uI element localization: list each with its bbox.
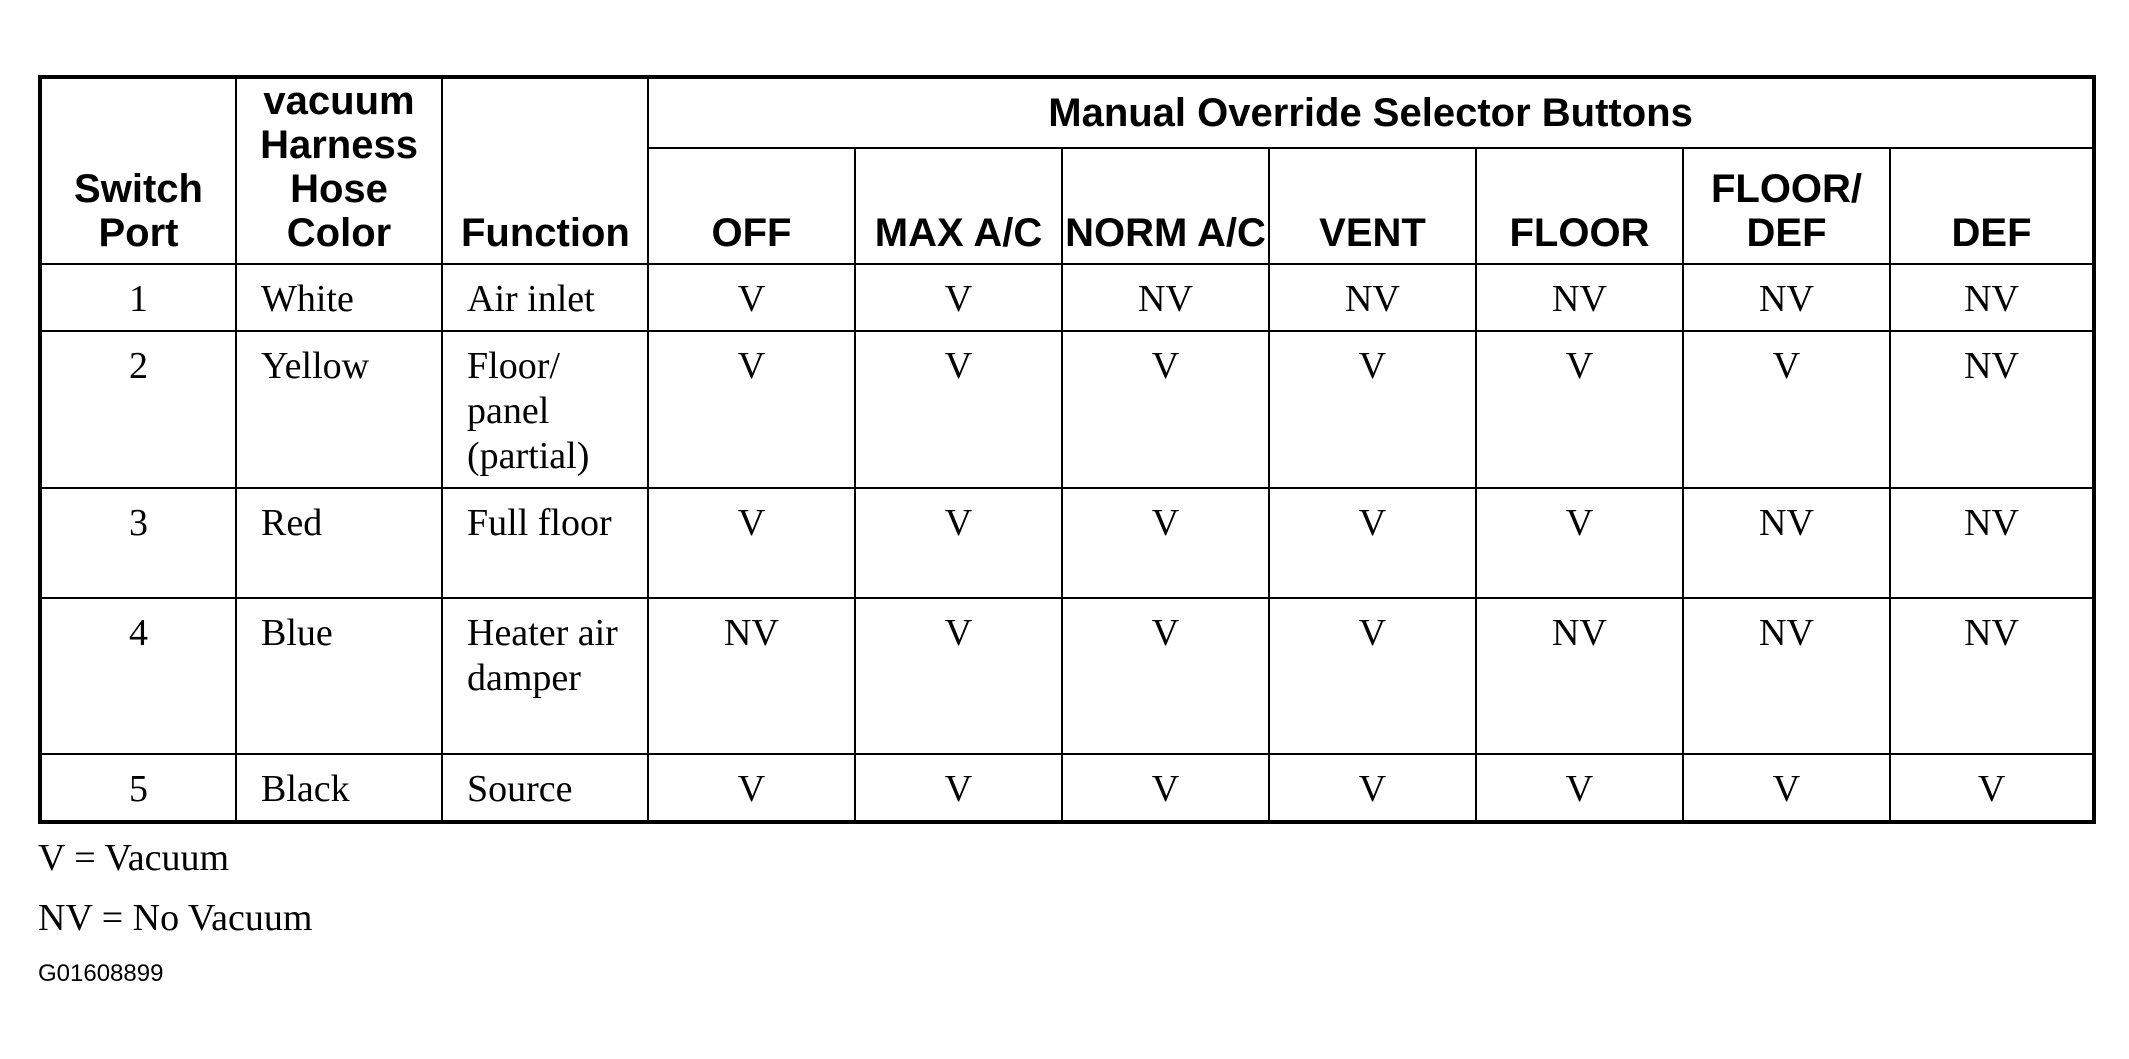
cell-vacuum-state: V: [1269, 488, 1476, 598]
header-function: Function: [442, 77, 648, 264]
cell-hose-color: Blue: [236, 598, 442, 754]
cell-vacuum-state: V: [1890, 754, 2094, 822]
cell-vacuum-state: V: [1062, 488, 1269, 598]
table-row: [40, 488, 2094, 598]
table-row: [40, 754, 2094, 822]
cell-hose-color: Red: [236, 488, 442, 598]
header-button-def: DEF: [1890, 148, 2094, 264]
cell-function: Heater air damper: [442, 598, 648, 754]
cell-function: Source: [442, 754, 648, 822]
header-selector-group: Manual Override Selector Buttons: [648, 77, 2094, 148]
cell-vacuum-state: V: [855, 598, 1062, 754]
cell-vacuum-state: NV: [1062, 264, 1269, 331]
cell-switch-port: 2: [40, 331, 236, 488]
header-button-floor-def: FLOOR/ DEF: [1683, 148, 1890, 264]
cell-vacuum-state: V: [1476, 754, 1683, 822]
cell-vacuum-state: V: [1269, 754, 1476, 822]
cell-switch-port: 3: [40, 488, 236, 598]
cell-vacuum-state: V: [1683, 754, 1890, 822]
cell-vacuum-state: V: [1062, 598, 1269, 754]
cell-hose-color: Black: [236, 754, 442, 822]
cell-function: Full floor: [442, 488, 648, 598]
cell-vacuum-state: V: [1062, 754, 1269, 822]
cell-vacuum-state: V: [1269, 598, 1476, 754]
table-row: [40, 331, 2094, 488]
cell-vacuum-state: NV: [1683, 488, 1890, 598]
cell-vacuum-state: V: [648, 264, 855, 331]
cell-vacuum-state: NV: [1683, 598, 1890, 754]
cell-vacuum-state: NV: [1269, 264, 1476, 331]
header-button-off: OFF: [648, 148, 855, 264]
cell-vacuum-state: V: [1476, 488, 1683, 598]
cell-hose-color: Yellow: [236, 331, 442, 488]
cell-vacuum-state: V: [1683, 331, 1890, 488]
cell-vacuum-state: V: [1269, 331, 1476, 488]
legend-vacuum: V = Vacuum: [38, 837, 230, 879]
cell-vacuum-state: NV: [1683, 264, 1890, 331]
cell-vacuum-state: V: [855, 488, 1062, 598]
cell-vacuum-state: NV: [1476, 598, 1683, 754]
vacuum-switch-table: [38, 75, 2096, 824]
cell-function: Floor/ panel (partial): [442, 331, 648, 488]
header-button-vent: VENT: [1269, 148, 1476, 264]
legend-no-vacuum: NV = No Vacuum: [38, 897, 313, 939]
cell-vacuum-state: NV: [1476, 264, 1683, 331]
table-row: [40, 598, 2094, 754]
cell-vacuum-state: V: [648, 488, 855, 598]
header-hose-color: vacuum Harness Hose Color: [236, 77, 442, 264]
cell-vacuum-state: NV: [648, 598, 855, 754]
cell-vacuum-state: V: [1476, 331, 1683, 488]
cell-vacuum-state: V: [855, 754, 1062, 822]
cell-vacuum-state: V: [648, 754, 855, 822]
cell-switch-port: 1: [40, 264, 236, 331]
header-button-floor: FLOOR: [1476, 148, 1683, 264]
cell-vacuum-state: NV: [1890, 598, 2094, 754]
cell-vacuum-state: V: [855, 331, 1062, 488]
cell-vacuum-state: NV: [1890, 264, 2094, 331]
cell-vacuum-state: NV: [1890, 488, 2094, 598]
header-button-norm-ac: NORM A/C: [1062, 148, 1269, 264]
header-button-max-ac: MAX A/C: [855, 148, 1062, 264]
cell-vacuum-state: V: [855, 264, 1062, 331]
cell-vacuum-state: V: [648, 331, 855, 488]
table-row: [40, 264, 2094, 331]
cell-function: Air inlet: [442, 264, 648, 331]
cell-switch-port: 4: [40, 598, 236, 754]
table-body: [40, 264, 2094, 822]
cell-vacuum-state: NV: [1890, 331, 2094, 488]
header-switch-port: Switch Port: [40, 77, 236, 264]
figure-code: G01608899: [38, 960, 164, 987]
cell-hose-color: White: [236, 264, 442, 331]
cell-vacuum-state: V: [1062, 331, 1269, 488]
cell-switch-port: 5: [40, 754, 236, 822]
